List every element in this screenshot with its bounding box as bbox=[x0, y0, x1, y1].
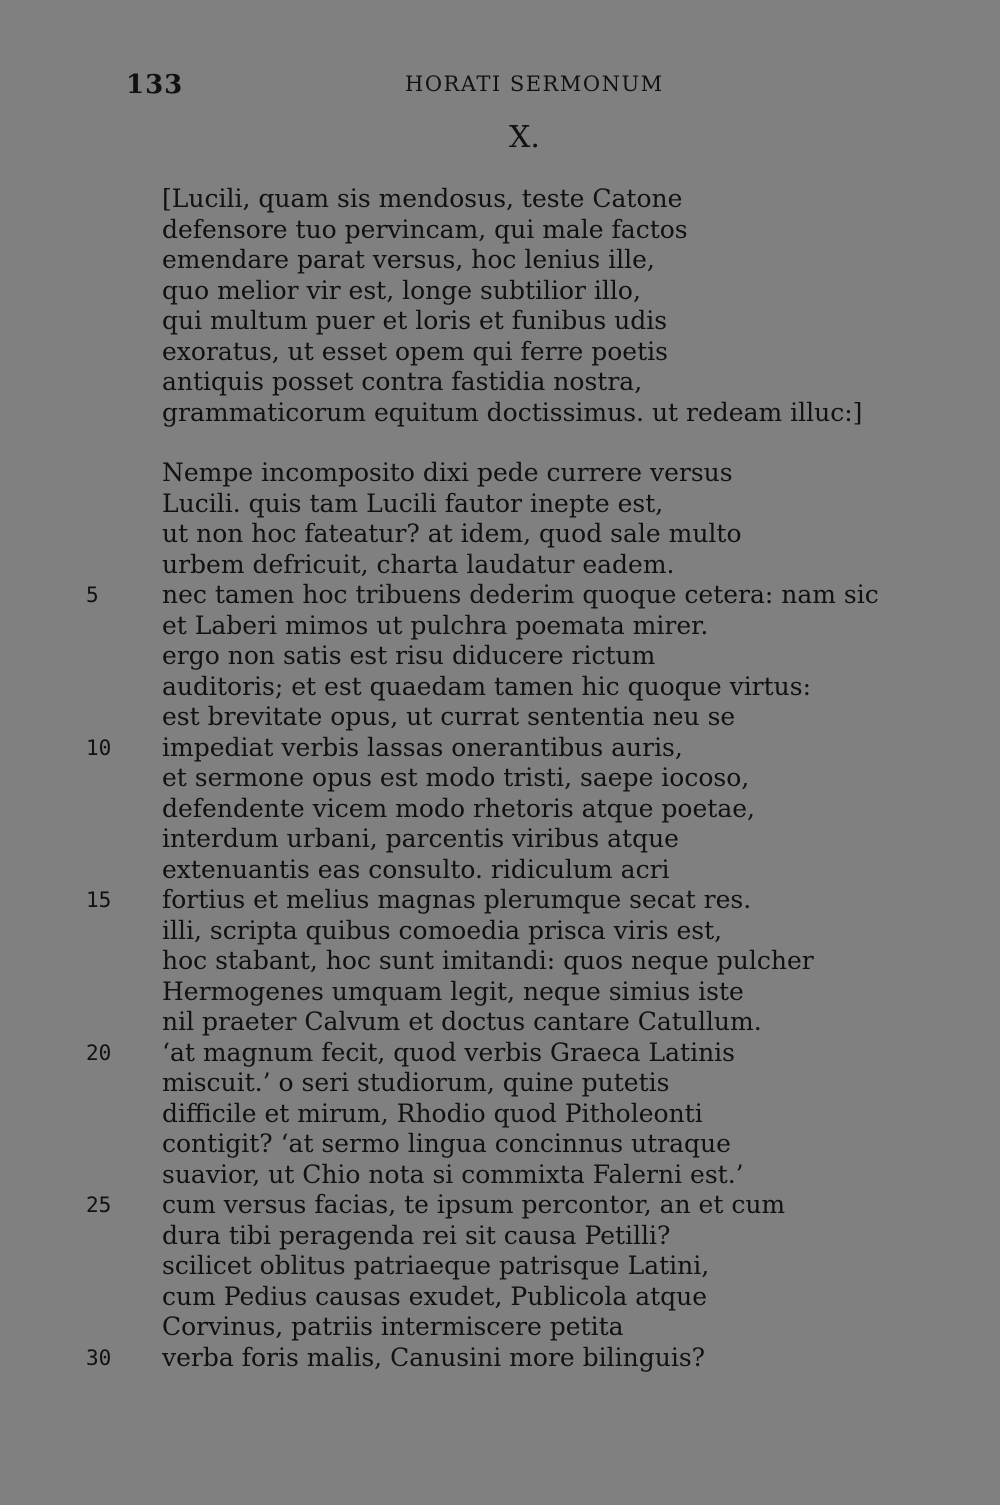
poem-line bbox=[162, 641, 952, 672]
poem-line bbox=[86, 1190, 952, 1221]
line-text: Nempe incomposito dixi pede currere versus bbox=[162, 458, 733, 487]
running-title: HORATI SERMONUM bbox=[405, 72, 664, 96]
poem-line bbox=[162, 1129, 952, 1160]
line-text: auditoris; et est quaedam tamen hic quoque virtus: bbox=[162, 671, 812, 701]
verse-line: exoratus, ut esset opem qui ferre poetis bbox=[162, 336, 668, 366]
bracketed-passage bbox=[162, 184, 922, 428]
verse-line: qui multum puer et loris et funibus udis bbox=[162, 306, 668, 335]
poem-line bbox=[162, 1068, 952, 1099]
line-text: miscuit.’ o seri studiorum, quine putetis bbox=[162, 1068, 670, 1097]
poem-line bbox=[162, 1221, 952, 1252]
line-text: Corvinus, patriis intermiscere petita bbox=[162, 1312, 624, 1341]
verse-line: quo melior vir est, longe subtilior illo, bbox=[162, 275, 641, 305]
line-number: 30 bbox=[86, 1345, 112, 1370]
poem-line bbox=[86, 1037, 952, 1069]
line-number: 5 bbox=[86, 583, 99, 607]
poem-line bbox=[162, 611, 952, 642]
line-text: impediat verbis lassas onerantibus auris, bbox=[162, 732, 683, 762]
verse-line: antiquis posset contra fastidia nostra, bbox=[162, 367, 643, 396]
poem-line bbox=[162, 458, 952, 489]
poem-line bbox=[162, 1282, 952, 1313]
poem-line bbox=[86, 580, 952, 611]
verse-line: grammaticorum equitum doctissimus. ut redeam illuc:] bbox=[162, 397, 863, 427]
poem-line bbox=[86, 885, 952, 916]
line-text: dura tibi peragenda rei sit causa Petilli? bbox=[162, 1220, 671, 1250]
poem-line bbox=[162, 946, 952, 977]
poem-line bbox=[162, 794, 952, 825]
section-numeral: X. bbox=[509, 120, 540, 155]
verse-line: [Lucili, quam sis mendosus, teste Catone bbox=[162, 184, 683, 213]
poem-line bbox=[86, 732, 952, 764]
verse-line: emendare parat versus, hoc lenius ille, bbox=[162, 245, 655, 274]
line-text: fortius et melius magnas plerumque secat res. bbox=[162, 885, 752, 914]
line-number: 25 bbox=[86, 1193, 112, 1217]
line-text: defendente vicem modo rhetoris atque poetae, bbox=[162, 793, 755, 823]
line-text: ‘at magnum fecit, quod verbis Graeca Latinis bbox=[162, 1037, 735, 1067]
line-text: cum Pedius causas exudet, Publicola atque bbox=[162, 1281, 708, 1311]
line-text: cum versus facias, te ipsum percontor, an et cum bbox=[162, 1190, 786, 1219]
line-number: 10 bbox=[86, 735, 112, 760]
poem-line bbox=[162, 1007, 952, 1038]
line-number: 15 bbox=[86, 888, 112, 912]
line-text: ergo non satis est risu diducere rictum bbox=[162, 641, 656, 670]
line-text: hoc stabant, hoc sunt imitandi: quos neque pulcher bbox=[162, 946, 814, 975]
page-number: 133 bbox=[126, 70, 184, 100]
poem-line bbox=[162, 824, 952, 855]
line-text: difficile et mirum, Rhodio quod Pitholeonti bbox=[162, 1098, 703, 1128]
line-number: 20 bbox=[86, 1040, 112, 1065]
poem-line bbox=[162, 916, 952, 947]
line-text: nil praeter Calvum et doctus cantare Catullum. bbox=[162, 1007, 762, 1036]
line-text: urbem defricuit, charta laudatur eadem. bbox=[162, 549, 675, 579]
line-text: est brevitate opus, ut currat sententia neu se bbox=[162, 702, 736, 731]
line-text: verba foris malis, Canusini more bilinguis? bbox=[162, 1342, 706, 1372]
line-text: illi, scripta quibus comoedia prisca viris est, bbox=[162, 915, 723, 945]
line-text: suavior, ut Chio nota si commixta Falerni est.’ bbox=[162, 1159, 744, 1189]
poem-line bbox=[86, 1342, 952, 1374]
poem-line bbox=[162, 763, 952, 794]
poem-line bbox=[162, 1312, 952, 1343]
verse-line: defensore tuo pervincam, qui male factos bbox=[162, 214, 688, 244]
poem-line bbox=[162, 977, 952, 1008]
line-text: nec tamen hoc tribuens dederim quoque cetera: nam sic bbox=[162, 580, 879, 609]
poem-line bbox=[162, 855, 952, 886]
line-text: ut non hoc fateatur? at idem, quod sale multo bbox=[162, 519, 742, 548]
line-text: contigit? ‘at sermo lingua concinnus utraque bbox=[162, 1129, 731, 1158]
poem-body bbox=[86, 458, 952, 1373]
line-text: et sermone opus est modo tristi, saepe iocoso, bbox=[162, 763, 750, 792]
line-text: Hermogenes umquam legit, neque simius iste bbox=[162, 976, 744, 1006]
poem-line bbox=[162, 702, 952, 733]
line-text: extenuantis eas consulto. ridiculum acri bbox=[162, 854, 670, 884]
poem-line bbox=[162, 519, 952, 550]
poem-line bbox=[162, 1251, 952, 1282]
line-text: scilicet oblitus patriaeque patrisque Latini, bbox=[162, 1251, 710, 1280]
line-text: interdum urbani, parcentis viribus atque bbox=[162, 824, 679, 853]
poem-line bbox=[162, 672, 952, 703]
line-text: Lucili. quis tam Lucili fautor inepte est, bbox=[162, 488, 664, 518]
line-text: et Laberi mimos ut pulchra poemata mirer. bbox=[162, 610, 709, 640]
poem-line bbox=[162, 550, 952, 581]
poem-line bbox=[162, 1099, 952, 1130]
poem-line bbox=[162, 1160, 952, 1191]
poem-line bbox=[162, 489, 952, 520]
